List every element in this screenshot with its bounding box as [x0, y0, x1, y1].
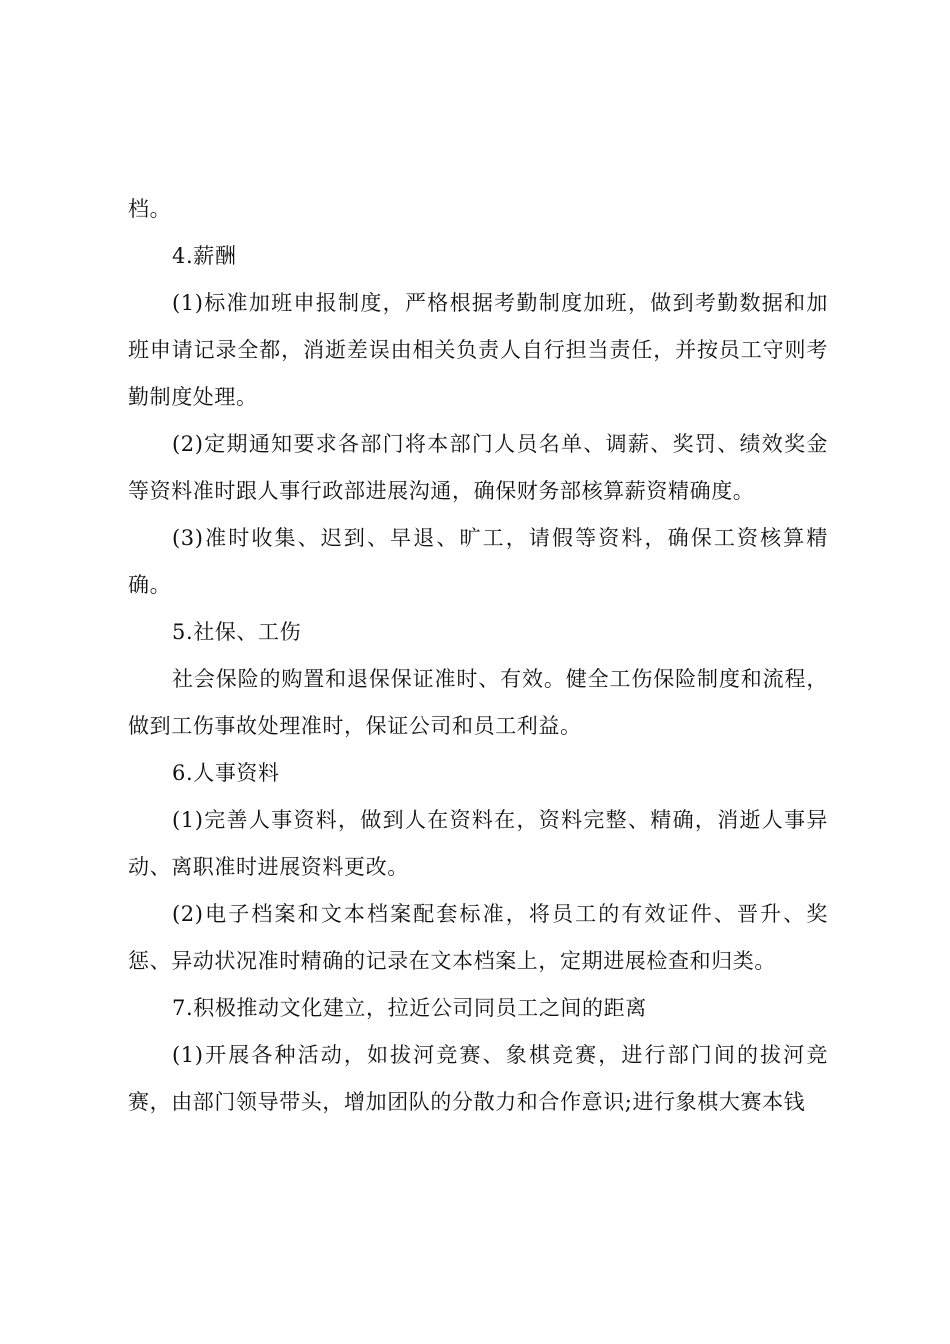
paragraph-attendance-data: (3)准时收集、迟到、早退、旷工，请假等资料，确保工资核算精确。 [128, 526, 828, 597]
paragraph-continuation: 档。 [128, 197, 172, 221]
paragraph-archives: (2)电子档案和文本档案配套标准，将员工的有效证件、晋升、奖惩、异动状况准时精确的记录在文本档案上，定期进展检查和归类。 [128, 902, 828, 973]
section-heading-culture: 7.积极推动文化建立，拉近公司同员工之间的距离 [172, 996, 647, 1020]
paragraph-activities: (1)开展各种活动，如拔河竞赛、象棋竞赛，进行部门间的拔河竞赛，由部门领导带头，增加团队的分散力和合作意识;进行象棋大赛本钱 [128, 1043, 828, 1114]
paragraph-social-insurance: 社会保险的购置和退保保证准时、有效。健全工伤保险制度和流程，做到工伤事故处理准时，保证公司和员工利益。 [128, 667, 828, 738]
document-body [128, 186, 828, 1126]
paragraph-personnel-records: (1)完善人事资料，做到人在资料在，资料完整、精确，消逝人事异动、离职准时进展资料更改。 [128, 808, 828, 879]
paragraph-overtime: (1)标准加班申报制度，严格根据考勤制度加班，做到考勤数据和加班申请记录全都，消逝差误由相关负责人自行担当责任，并按员工守则考勤制度处理。 [128, 291, 828, 409]
section-heading-social-insurance: 5.社保、工伤 [172, 620, 302, 644]
section-heading-salary: 4.薪酬 [172, 244, 237, 268]
section-heading-personnel-records: 6.人事资料 [172, 761, 280, 785]
paragraph-department-data: (2)定期通知要求各部门将本部门人员名单、调薪、奖罚、绩效奖金等资料准时跟人事行政部进展沟通，确保财务部核算薪资精确度。 [128, 432, 828, 503]
